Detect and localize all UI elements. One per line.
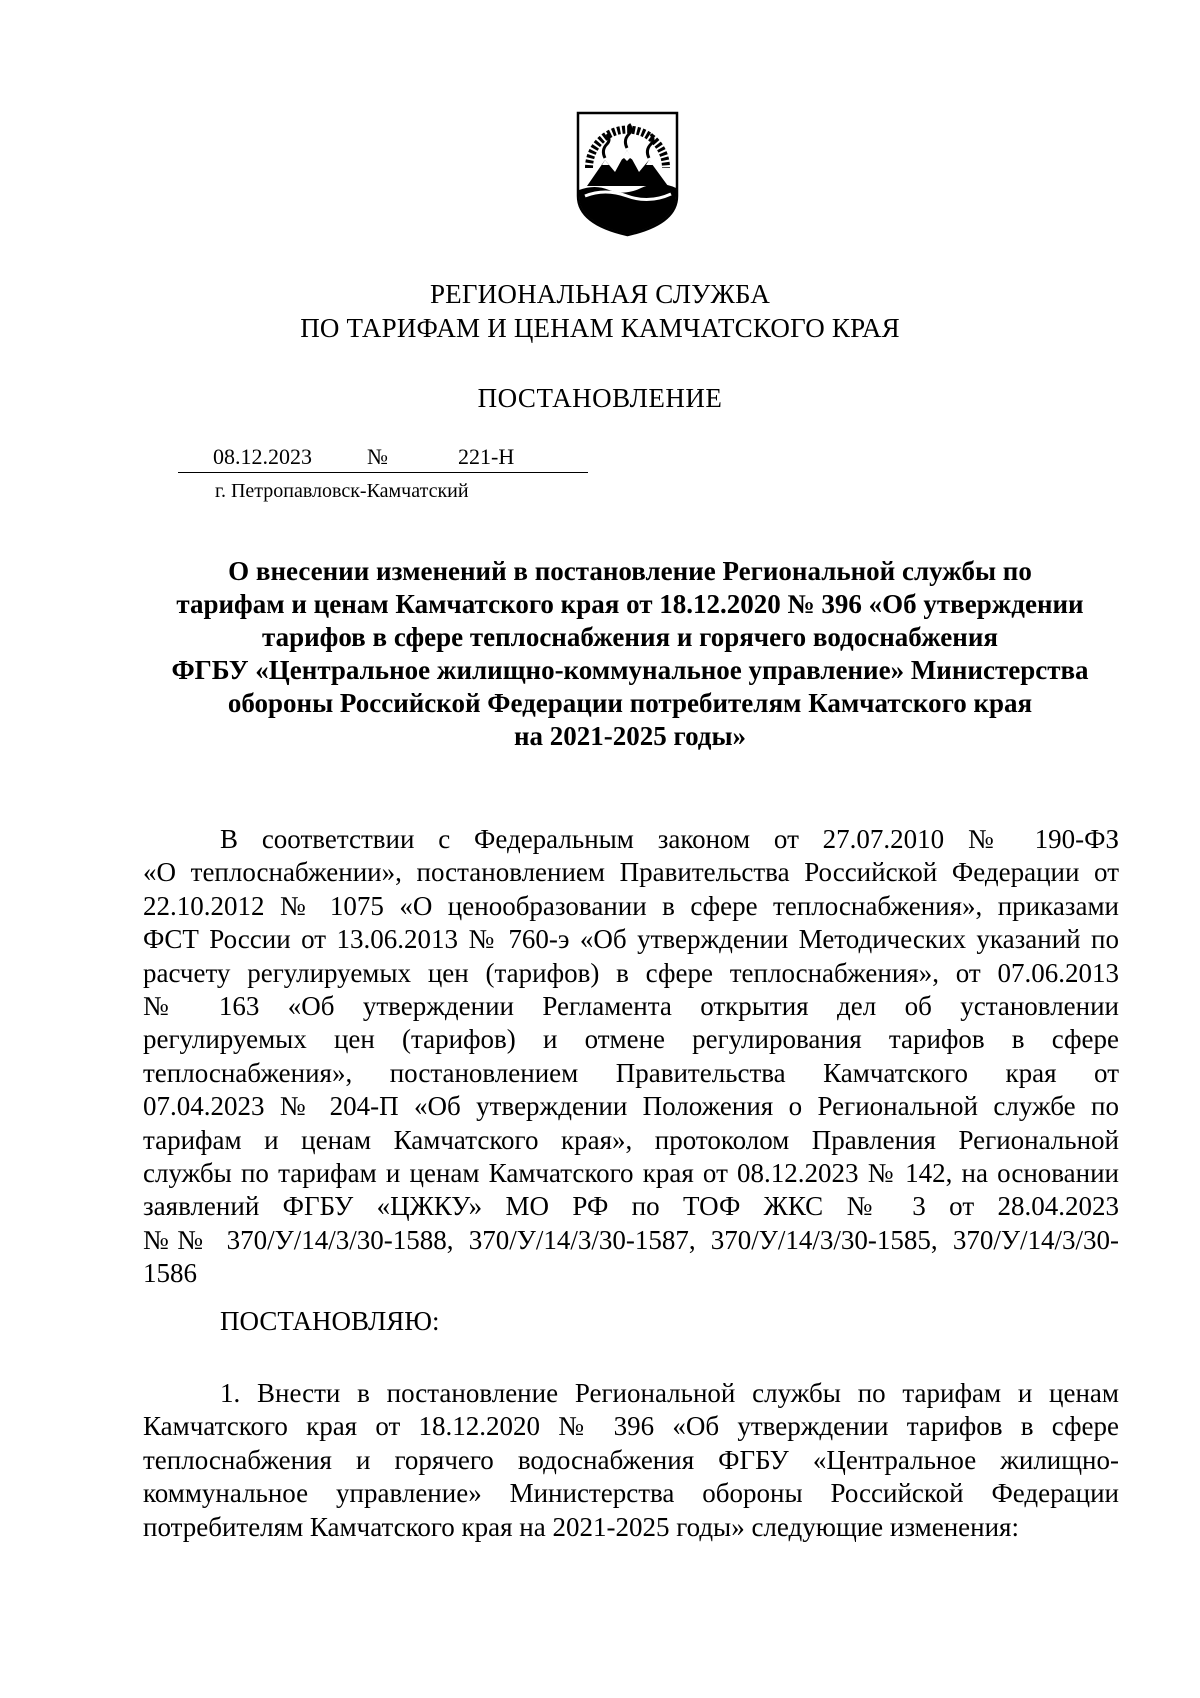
preamble-line: службы по тарифам и ценам Камчатского края от 08.12.2023 № 142, на основании xyxy=(143,1158,1119,1189)
document-title xyxy=(140,555,1120,753)
preamble-line: В соответствии с Федеральным законом от 27.07.2010 № 190-ФЗ xyxy=(220,824,1119,854)
item-line: 1. Внести в постановление Региональной службы по тарифам и ценам xyxy=(220,1378,1119,1408)
agency-name-line-2: ПО ТАРИФАМ И ЦЕНАМ КАМЧАТСКОГО КРАЯ xyxy=(300,313,900,343)
title-line: на 2021-2025 годы» xyxy=(513,721,747,751)
title-line: обороны Российской Федерации потребителям Камчатского края xyxy=(227,688,1033,718)
preamble-line: №№ 370/У/14/3/30-1588, 370/У/14/3/30-1587, 370/У/14/3/30-1585, 370/У/14/3/30- xyxy=(143,1224,1119,1255)
item-line: Камчатского края от 18.12.2020 № 396 «Об утверждении тарифов в сфере xyxy=(143,1411,1119,1442)
preamble-line: 07.04.2023 № 204-П «Об утверждении Положения о Региональной службе по xyxy=(143,1091,1119,1122)
title-line: О внесении изменений в постановление Региональной службы по xyxy=(228,556,1032,586)
title-line: тарифам и ценам Камчатского края от 18.12.2020 № 396 «Об утверждении xyxy=(176,589,1084,619)
preamble-line: «О теплоснабжении», постановлением Правительства Российской Федерации от xyxy=(143,857,1119,888)
preamble-line: расчету регулируемых цен (тарифов) в сфере теплоснабжения», от 07.06.2013 xyxy=(143,957,1119,988)
preamble-line: заявлений ФГБУ «ЦЖКУ» МО РФ по ТОФ ЖКС № 3 от 28.04.2023 xyxy=(143,1191,1119,1222)
document-date-number-row xyxy=(178,440,588,474)
decree-item-1 xyxy=(143,1377,1119,1544)
preamble-line: ФСТ России от 13.06.2013 № 760-э «Об утверждении Методических указаний по xyxy=(143,924,1119,955)
document-city: г. Петропавловск-Камчатский xyxy=(215,480,469,502)
item-line: теплоснабжения и горячего водоснабжения ФГБУ «Центральное жилищно- xyxy=(143,1444,1119,1475)
document-type: ПОСТАНОВЛЕНИЕ xyxy=(477,383,723,413)
preamble-line: № 163 «Об утверждении Регламента открытия дел об установлении xyxy=(143,991,1119,1022)
preamble-line: регулируемых цен (тарифов) и отмене регулирования тарифов в сфере xyxy=(143,1024,1119,1055)
item-line: коммунальное управление» Министерства обороны Российской Федерации xyxy=(143,1478,1119,1509)
title-line: ФГБУ «Центральное жилищно-коммунальное управление» Министерства xyxy=(171,655,1089,685)
decree-word: ПОСТАНОВЛЯЮ: xyxy=(220,1306,440,1336)
title-line: тарифов в сфере теплоснабжения и горячего водоснабжения xyxy=(261,622,998,652)
kamchatka-coat-of-arms-icon xyxy=(575,110,680,238)
preamble-line: 22.10.2012 № 1075 «О ценообразовании в сфере теплоснабжения», приказами xyxy=(143,890,1119,921)
document-number: 221-Н xyxy=(458,444,515,469)
meta-underline xyxy=(178,472,588,473)
preamble-line: теплоснабжения», постановлением Правительства Камчатского края от xyxy=(143,1057,1119,1088)
agency-name-line-1: РЕГИОНАЛЬНАЯ СЛУЖБА xyxy=(429,279,771,309)
preamble-line: 1586 xyxy=(143,1258,197,1289)
preamble-line: тарифам и ценам Камчатского края», протоколом Правления Региональной xyxy=(143,1124,1119,1155)
number-sign: № xyxy=(367,444,388,469)
document-date: 08.12.2023 xyxy=(213,444,312,469)
preamble-paragraph xyxy=(143,823,1119,1291)
item-line: потребителям Камчатского края на 2021-2025 годы» следующие изменения: xyxy=(143,1511,1019,1542)
